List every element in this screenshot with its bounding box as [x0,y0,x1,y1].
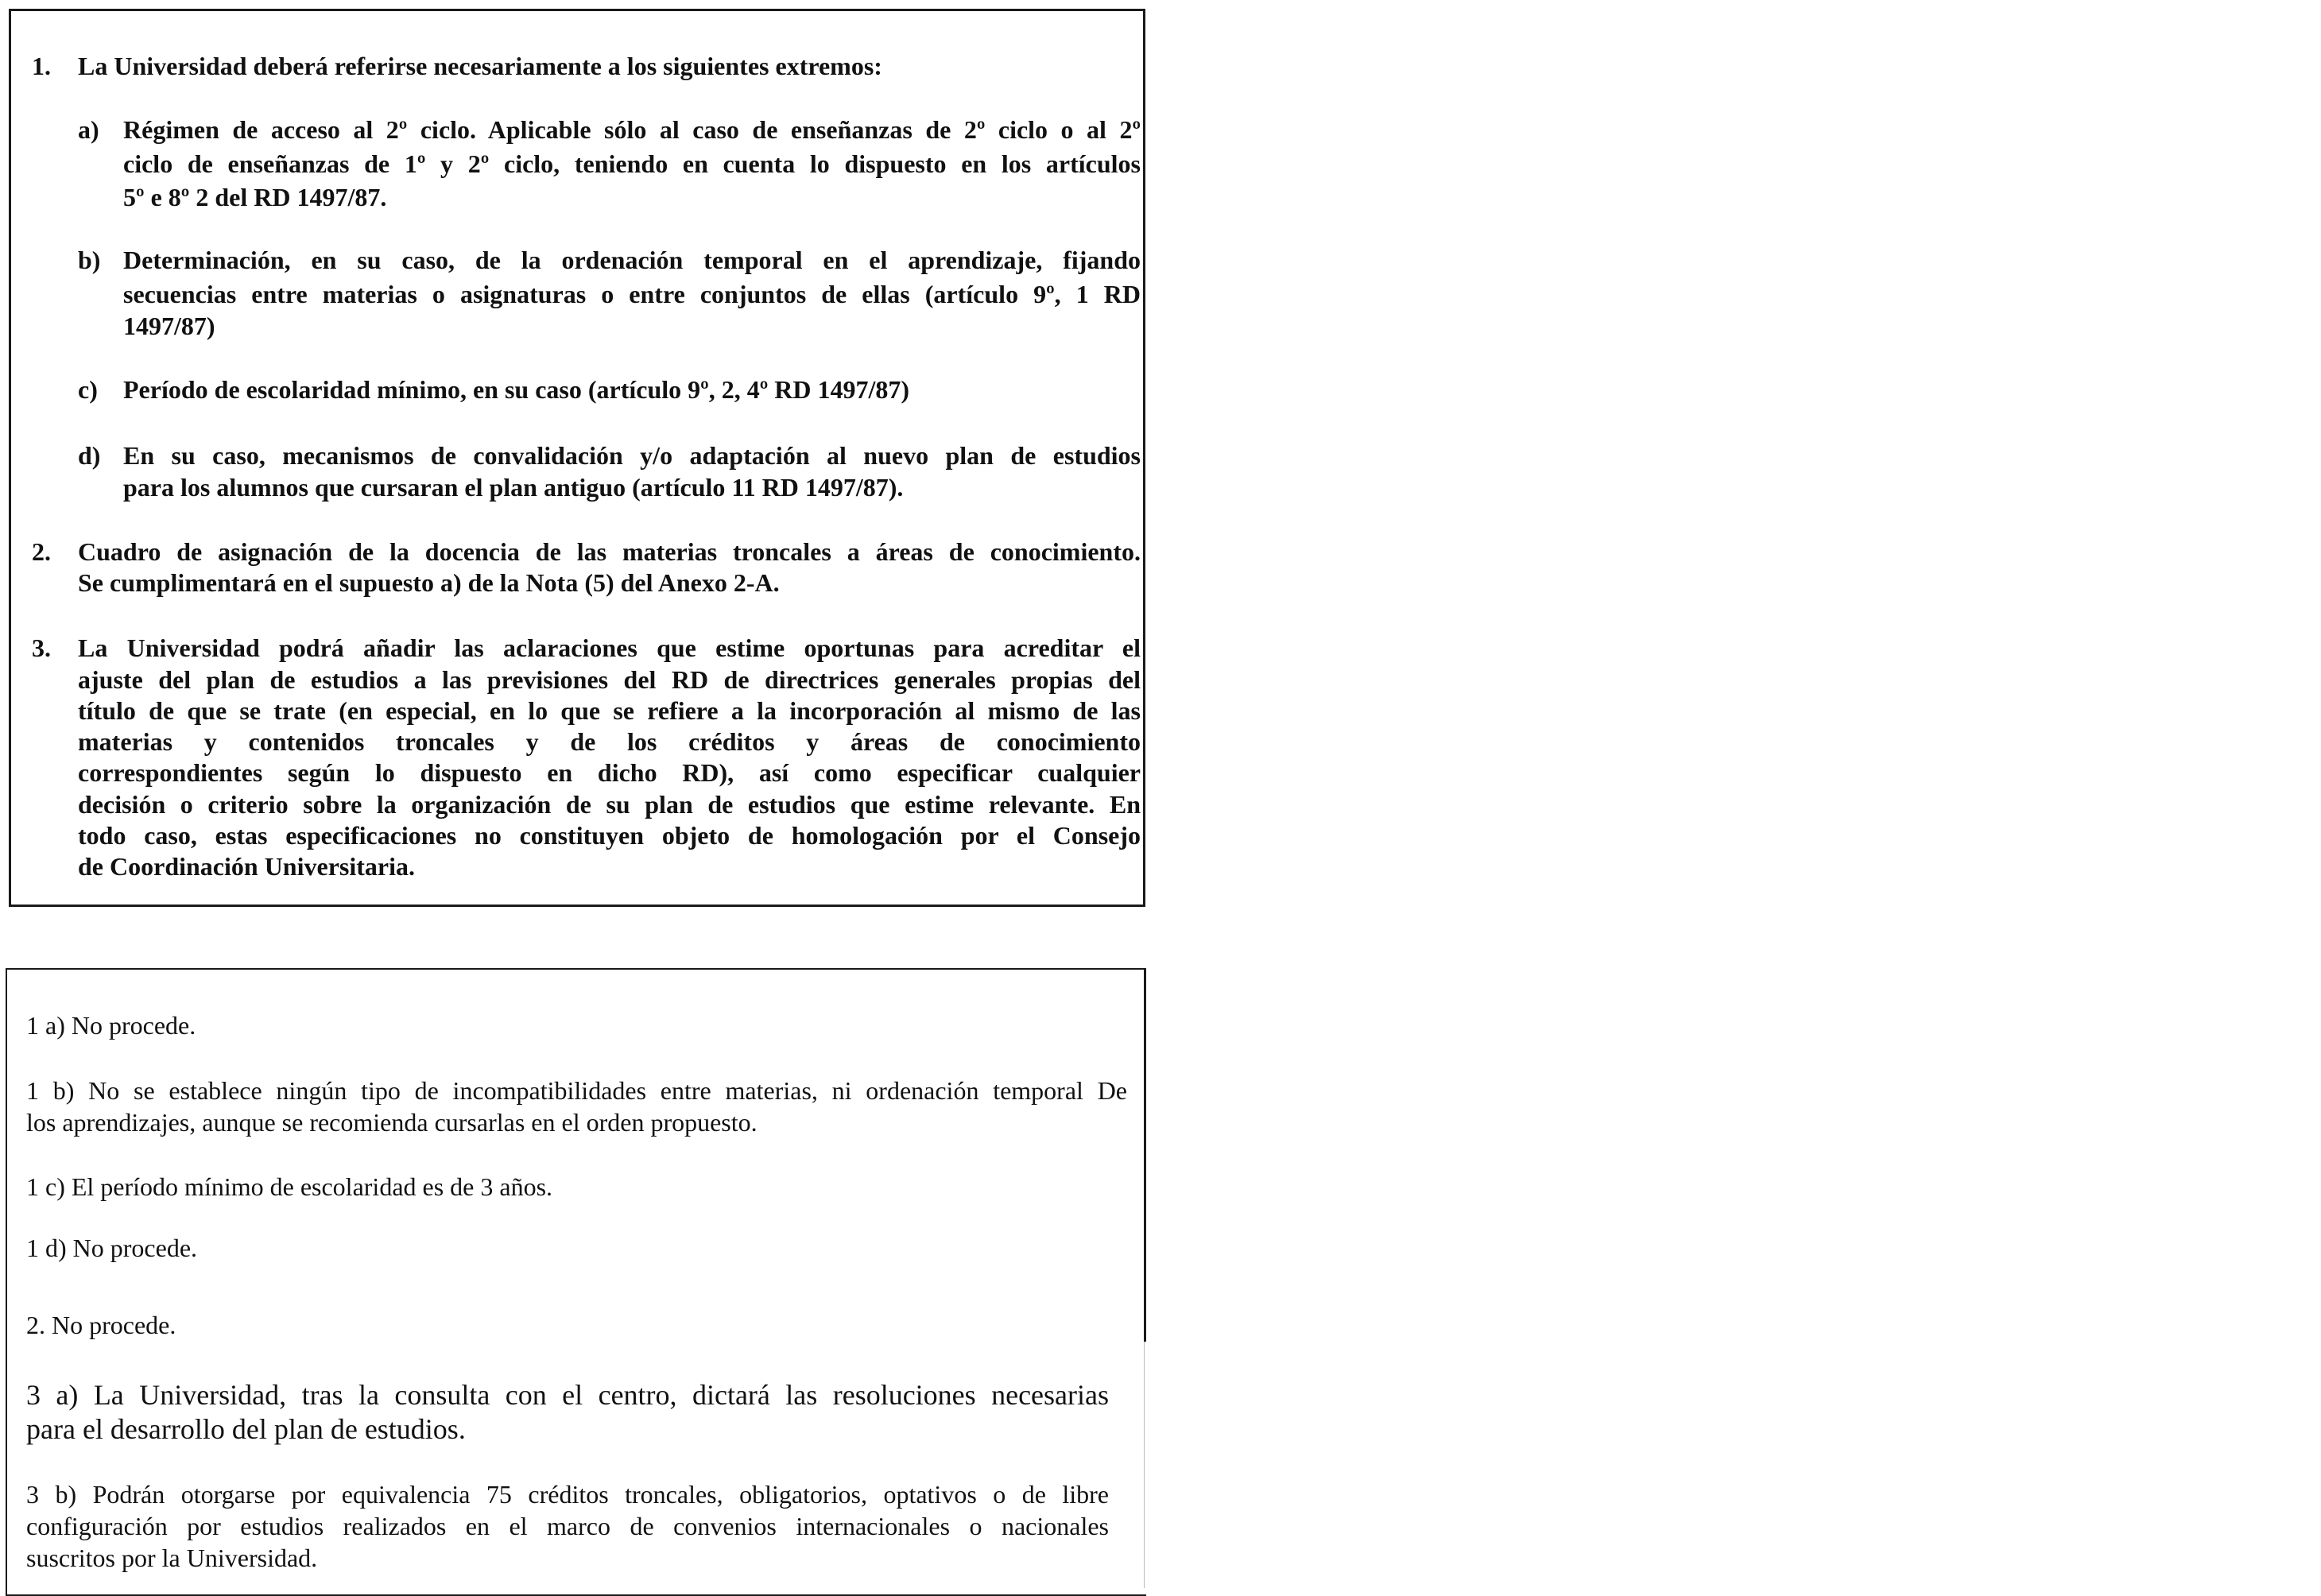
item-1b-line: 1497/87) [123,312,215,340]
item-1-number: 1. [32,52,51,80]
item-1a-letter: a) [78,115,99,144]
item-1a-line: Régimen de acceso al 2º ciclo. Aplicable sólo al caso de enseñanzas de 2º ciclo o al 2º [123,115,1141,144]
item-1d-line: para los alumnos que cursaran el plan antiguo (artículo 11 RD 1497/87). [123,473,904,502]
item-1a-line: ciclo de enseñanzas de 1º y 2º ciclo, teniendo en cuenta lo dispuesto en los artículos [123,149,1141,178]
responses-box-right-border-faint [1144,1342,1145,1588]
response-3b-line: 3 b) Podrán otorgarse por equivalencia 75 créditos troncales, obligatorios, optativos o de libre [26,1480,1109,1509]
item-2-line: Se cumplimentará en el supuesto a) de la Nota (5) del Anexo 2-A. [78,568,780,597]
responses-box-right-border [1144,968,1146,1342]
item-1c-letter: c) [78,375,98,404]
response-3b-line: suscritos por la Universidad. [26,1544,318,1572]
response-1a: 1 a) No procede. [26,1011,196,1040]
response-1d: 1 d) No procede. [26,1234,198,1262]
item-1d-letter: d) [78,441,101,470]
item-3-line: correspondientes según lo dispuesto en dicho RD), así como especificar cualquier [78,758,1141,787]
item-1d-line: En su caso, mecanismos de convalidación y/o adaptación al nuevo plan de estudios [123,441,1141,470]
item-3-line: La Universidad podrá añadir las aclaraciones que estime oportunas para acreditar el [78,633,1141,662]
item-1-text: La Universidad deberá referirse necesariamente a los siguientes extremos: [78,52,882,80]
response-1c: 1 c) El período mínimo de escolaridad es de 3 años. [26,1172,553,1201]
item-3-line: decisión o criterio sobre la organización de su plan de estudios que estime relevante. En [78,790,1141,819]
item-3-line: todo caso, estas especificaciones no constituyen objeto de homologación por el Consejo [78,821,1141,850]
response-3a-line: para el desarrollo del plan de estudios. [26,1413,466,1445]
response-3a-line: 3 a) La Universidad, tras la consulta con el centro, dictará las resoluciones necesarias [26,1379,1109,1411]
response-1b-line: los aprendizajes, aunque se recomienda cursarlas en el orden propuesto. [26,1108,758,1137]
item-1c-line: Período de escolaridad mínimo, en su caso (artículo 9º, 2, 4º RD 1497/87) [123,375,910,404]
item-3-line: materias y contenidos troncales y de los créditos y áreas de conocimiento [78,727,1141,756]
item-3-line: ajuste del plan de estudios a las previsiones del RD de directrices generales propias del [78,665,1141,694]
item-1b-line: Determinación, en su caso, de la ordenación temporal en el aprendizaje, fijando [123,246,1141,274]
response-3b-line: configuración por estudios realizados en el marco de convenios internacionales o nacionales [26,1512,1109,1540]
item-3-line: título de que se trate (en especial, en lo que se refiere a la incorporación al mismo de las [78,696,1141,725]
response-2: 2. No procede. [26,1311,176,1339]
item-3-number: 3. [32,633,51,662]
item-1b-letter: b) [78,246,101,274]
item-2-line: Cuadro de asignación de la docencia de las materias troncales a áreas de conocimiento. [78,537,1141,566]
item-3-line: de Coordinación Universitaria. [78,852,415,881]
item-1a-line: 5º e 8º 2 del RD 1497/87. [123,183,387,211]
response-1b-line: 1 b) No se establece ningún tipo de incompatibilidades entre materias, ni ordenación temporal De [26,1076,1127,1105]
item-1b-line: secuencias entre materias o asignaturas o entre conjuntos de ellas (artículo 9º, 1 RD [123,280,1141,308]
item-2-number: 2. [32,537,51,566]
